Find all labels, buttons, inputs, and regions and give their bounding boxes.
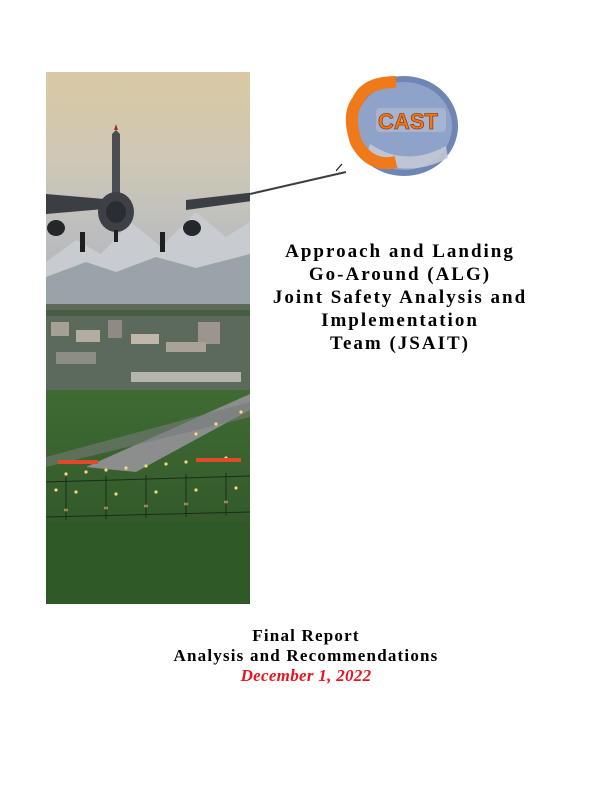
- report-type: Final Report: [252, 626, 360, 645]
- logo-text: CAST: [378, 109, 438, 134]
- wing-line: [250, 168, 350, 198]
- report-subtitle: Analysis and Recommendations: [173, 646, 439, 665]
- title-line: Approach and Landing: [285, 241, 515, 262]
- title-line: Go-Around (ALG): [308, 264, 492, 285]
- title-line: Team (JSAIT): [330, 333, 470, 354]
- cover-photo: [46, 72, 250, 604]
- title-line: Implementation: [321, 310, 479, 331]
- cast-logo: [336, 72, 460, 178]
- report-date: December 1, 2022: [240, 666, 372, 685]
- title-line: Joint Safety Analysis and: [272, 287, 528, 308]
- report-title: [255, 240, 545, 355]
- report-info: [100, 626, 512, 686]
